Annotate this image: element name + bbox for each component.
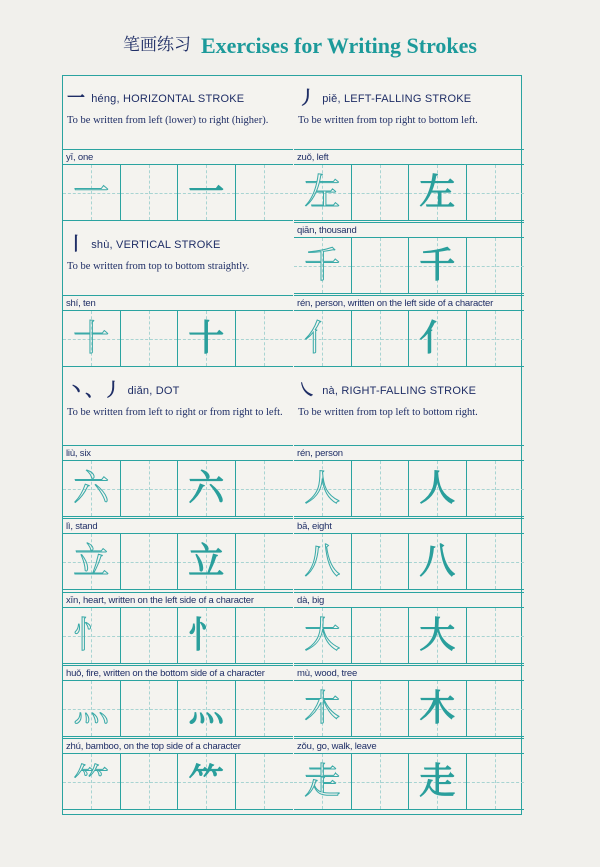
trace-character: 灬 (188, 688, 225, 729)
stroke-glyph: 丿 (298, 88, 317, 108)
stroke-name: piě, LEFT-FALLING STROKE (322, 93, 472, 105)
practice-cell[interactable] (236, 681, 294, 736)
character-caption: shí, ten (63, 295, 293, 310)
model-character: 八 (304, 541, 341, 582)
practice-cell[interactable] (63, 461, 121, 516)
stroke-name: héng, HORIZONTAL STROKE (91, 93, 245, 105)
practice-cell[interactable] (294, 534, 352, 589)
practice-cell[interactable] (178, 461, 236, 516)
practice-cell[interactable] (294, 165, 352, 220)
practice-cell[interactable] (178, 534, 236, 589)
practice-grid-row (294, 607, 524, 664)
model-character: 大 (304, 615, 341, 656)
stroke-description: To be written from left (lower) to right (higher). (67, 115, 269, 126)
practice-cell[interactable] (63, 534, 121, 589)
trace-character: 忄 (188, 615, 225, 656)
practice-cell[interactable] (121, 534, 179, 589)
practice-grid-row (63, 460, 293, 517)
practice-cell[interactable] (63, 165, 121, 220)
character-caption: xīn, heart, written on the left side of a character (63, 592, 293, 607)
character-caption: lì, stand (63, 518, 293, 533)
practice-cell[interactable] (409, 754, 467, 809)
model-character: 人 (304, 468, 341, 509)
stroke-info-right-0 (294, 76, 524, 129)
practice-cell[interactable] (467, 165, 525, 220)
practice-cell[interactable] (352, 608, 410, 663)
model-character: ⺮ (73, 761, 110, 802)
practice-cell[interactable] (409, 534, 467, 589)
practice-cell[interactable] (121, 311, 179, 366)
practice-cell[interactable] (63, 681, 121, 736)
character-caption: yī, one (63, 149, 293, 164)
practice-grid-row (63, 607, 293, 664)
trace-character: 大 (419, 615, 456, 656)
practice-grid-row (294, 680, 524, 737)
practice-cell[interactable] (63, 754, 121, 809)
practice-cell[interactable] (409, 311, 467, 366)
character-caption: dà, big (294, 592, 524, 607)
stroke-glyph: 丶、丿 (67, 380, 122, 400)
practice-cell[interactable] (467, 754, 525, 809)
practice-cell[interactable] (236, 311, 294, 366)
trace-character: 八 (419, 541, 456, 582)
practice-cell[interactable] (352, 534, 410, 589)
practice-grid-row (294, 753, 524, 810)
practice-cell[interactable] (294, 608, 352, 663)
stroke-info-right-1 (294, 368, 524, 421)
practice-cell[interactable] (178, 608, 236, 663)
model-character: 六 (73, 468, 110, 509)
stroke-description: To be written from top right to bottom left. (298, 115, 478, 126)
practice-cell[interactable] (236, 461, 294, 516)
model-character: 左 (304, 172, 341, 213)
model-character: 亻 (304, 318, 341, 359)
practice-grid-row (63, 310, 293, 367)
stroke-glyph: 丨 (67, 234, 86, 254)
stroke-heading (67, 376, 288, 402)
stroke-heading (298, 84, 519, 110)
character-caption: qiān, thousand (294, 222, 524, 237)
character-caption: zuǒ, left (294, 149, 524, 164)
practice-grid-row (294, 237, 524, 294)
practice-cell[interactable] (236, 534, 294, 589)
trace-character: 千 (419, 245, 456, 286)
practice-cell[interactable] (178, 681, 236, 736)
title-english: Exercises for Writing Strokes (200, 33, 477, 58)
practice-cell[interactable] (178, 165, 236, 220)
character-caption: mù, wood, tree (294, 665, 524, 680)
practice-cell[interactable] (409, 238, 467, 293)
character-caption: zhú, bamboo, on the top side of a character (63, 738, 293, 753)
stroke-info-left-0 (63, 76, 293, 129)
practice-cell[interactable] (294, 681, 352, 736)
practice-cell[interactable] (467, 534, 525, 589)
practice-cell[interactable] (63, 608, 121, 663)
practice-cell[interactable] (467, 681, 525, 736)
practice-cell[interactable] (409, 608, 467, 663)
model-character: 灬 (73, 688, 110, 729)
stroke-info-left-1 (63, 222, 293, 275)
practice-cell[interactable] (409, 165, 467, 220)
trace-character: 木 (419, 688, 456, 729)
practice-cell[interactable] (352, 461, 410, 516)
practice-cell[interactable] (294, 461, 352, 516)
trace-character: 六 (188, 468, 225, 509)
stroke-heading (298, 376, 519, 402)
practice-grid-row (63, 164, 293, 221)
stroke-description: To be written from left to right or from right to left. (67, 407, 283, 418)
trace-character: ⺮ (188, 761, 225, 802)
practice-cell[interactable] (352, 311, 410, 366)
practice-grid-row (63, 753, 293, 810)
stroke-info-left-2 (63, 368, 293, 421)
practice-grid-row (294, 533, 524, 590)
page-title (0, 30, 600, 59)
practice-cell[interactable] (352, 165, 410, 220)
trace-character: 亻 (419, 318, 456, 359)
trace-character: 十 (188, 318, 225, 359)
practice-cell[interactable] (409, 681, 467, 736)
practice-cell[interactable] (178, 311, 236, 366)
practice-cell[interactable] (294, 238, 352, 293)
model-character: 一 (73, 172, 110, 213)
model-character: 走 (304, 761, 341, 802)
character-caption: rén, person, written on the left side of a character (294, 295, 524, 310)
model-character: 立 (73, 541, 110, 582)
character-caption: liù, six (63, 445, 293, 460)
model-character: 十 (73, 318, 110, 359)
stroke-name: diǎn, DOT (127, 385, 180, 397)
trace-character: 一 (188, 172, 225, 213)
practice-grid-row (294, 460, 524, 517)
stroke-name: nà, RIGHT-FALLING STROKE (322, 385, 477, 397)
practice-sheet (62, 75, 522, 815)
practice-cell[interactable] (63, 311, 121, 366)
trace-character: 走 (419, 761, 456, 802)
model-character: 忄 (73, 615, 110, 656)
practice-cell[interactable] (121, 754, 179, 809)
practice-cell[interactable] (121, 608, 179, 663)
model-character: 千 (304, 245, 341, 286)
practice-cell[interactable] (467, 461, 525, 516)
model-character: 木 (304, 688, 341, 729)
trace-character: 立 (188, 541, 225, 582)
stroke-glyph: ㇏ (298, 380, 317, 400)
practice-cell[interactable] (467, 608, 525, 663)
practice-cell[interactable] (467, 311, 525, 366)
practice-cell[interactable] (236, 608, 294, 663)
practice-cell[interactable] (178, 754, 236, 809)
practice-grid-row (63, 533, 293, 590)
character-caption: huǒ, fire, written on the bottom side of a character (63, 665, 293, 680)
practice-cell[interactable] (294, 754, 352, 809)
stroke-description: To be written from top left to bottom right. (298, 407, 478, 418)
stroke-heading (67, 84, 288, 110)
practice-cell[interactable] (294, 311, 352, 366)
practice-grid-row (294, 164, 524, 221)
practice-grid-row (294, 310, 524, 367)
trace-character: 人 (419, 468, 456, 509)
stroke-heading (67, 230, 288, 256)
practice-cell[interactable] (121, 165, 179, 220)
practice-cell[interactable] (121, 461, 179, 516)
practice-cell[interactable] (409, 461, 467, 516)
character-caption: rén, person (294, 445, 524, 460)
practice-cell[interactable] (352, 754, 410, 809)
practice-cell[interactable] (467, 238, 525, 293)
title-chinese: 笔画练习 (122, 35, 191, 55)
stroke-glyph: 一 (67, 88, 86, 108)
practice-cell[interactable] (236, 165, 294, 220)
practice-cell[interactable] (121, 681, 179, 736)
practice-cell[interactable] (352, 238, 410, 293)
stroke-description: To be written from top to bottom straightly. (67, 261, 250, 272)
character-caption: zǒu, go, walk, leave (294, 738, 524, 753)
practice-grid-row (63, 680, 293, 737)
practice-cell[interactable] (236, 754, 294, 809)
stroke-name: shù, VERTICAL STROKE (91, 239, 221, 251)
character-caption: bā, eight (294, 518, 524, 533)
trace-character: 左 (419, 172, 456, 213)
practice-cell[interactable] (352, 681, 410, 736)
